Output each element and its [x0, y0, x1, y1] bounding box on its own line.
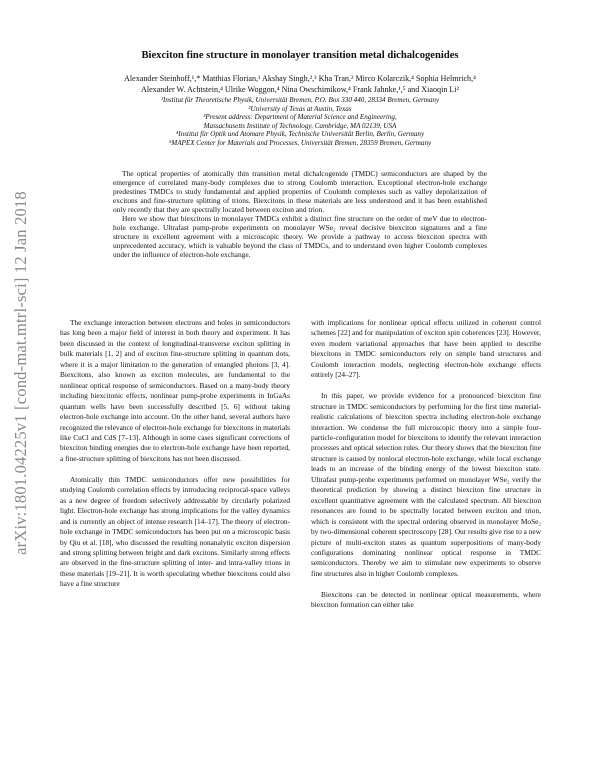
abstract-paragraph: The optical properties of atomically thin transition metal dichalcogenide (TMDC) semiconductors are shaped by the emergence of correlated many-body complexes due to strong Coulomb interaction. Exceptional electron-hole exchange predestines TMDCs to study fundamental and applied properties of Coulomb complexes such as valley depolarization of excitons and fine-structure splitting of trions. Biexcitons in these materials are less understood and it has been established only recently that they are spectrally located between exciton and trion. [113, 169, 487, 214]
affiliation-line: ²University of Texas at Austin, Texas [248, 104, 352, 113]
body-left-column [60, 318, 290, 600]
arxiv-sidebar-stamp [8, 168, 34, 578]
author-list [66, 73, 534, 95]
abstract [113, 170, 487, 260]
author-line: Alexander Steinhoff,¹,* Matthias Florian,¹ Akshay Singh,²,³ Kha Tran,² Mirco Kolarczik,⁴ Sophia Helmrich,⁴ [124, 74, 476, 83]
arxiv-identifier: arXiv:1801.04225v1 [cond-mat.mtrl-sci] 12 Jan 2018 [11, 191, 30, 555]
body-paragraph: Atomically thin TMDC semiconductors offer new possibilities for studying Coulomb correlation effects by introducing reciprocal-space valleys as a new degree of freedom selectively addressable by circularly polarized light. Electron-hole exchange has strong implications for the valley dynamics and is currently an object of intense research [14–17]. The theory of electron-hole exchange in TMDC semiconductors has been put on a microscopic basis by Qiu et al. [18], who discussed the resulting nonanalytic exciton dispersion and strong splitting between bright and dark excitons. Similarly strong effects are observed in the fine-structure splitting of inter- and intra-valley trions in these materials [19–21]. It is worth speculating whether biexcitons could also have a fine structure [60, 474, 290, 589]
body-paragraph: In this paper, we provide evidence for a pronounced biexciton fine structure in TMDC semiconductors by performing for the first time material-realistic calculations of biexciton spectra including electron-hole exchange interaction. We condense the full microscopic theory into a simple four-particle-configuration model for biexcitons to identify the relevant interaction processes and optical selection rules. Our theory shows that the biexciton fine structure is caused by nonlocal electron-hole exchange, while local exchange leads to an increase of the binding energy of the lowest biexciton state. Ultrafast pump-probe experiments performed on monolayer WSe₂ verify the theoretical prediction by showing a distinct biexciton fine structure in excellent quantitative agreement with the calculated spectrum. All biexciton resonances are found to be spectrally located between exciton and trion, which is consistent with the spectral ordering observed in monolayer MoSe₂ by two-dimensional coherent spectroscopy [28]. Our results give rise to a new picture of multi-exciton states as quantum superpositions of many-body configurations dominating nonlinear optical response in TMDC semiconductors. Thereby we aim to stimulate new experiments to observe fine structures also in higher Coulomb complexes. [311, 391, 541, 578]
body-right-column [311, 318, 541, 621]
abstract-paragraph: Here we show that biexcitons in monolayer TMDCs exhibit a distinct fine structure on the order of meV due to electron-hole exchange. Ultrafast pump-probe experiments on monolayer WSe₂ reveal decisive biexciton signatures and a fine structure in excellent agreement with a microscopic theory. We provide a pathway to access biexciton spectra with unprecedented accuracy, which is valuable beyond the class of TMDCs, and to understand even higher Coulomb complexes under the influence of electron-hole exchange. [113, 213, 487, 259]
affiliation-line: ⁴Institut für Optik und Atomare Physik, Technische Universität Berlin, Berlin, Germany [175, 130, 425, 139]
paper-title: Biexciton fine structure in monolayer transition metal dichalcogenides [141, 50, 459, 61]
affiliation-line: ¹Institut für Theoretische Physik, Universität Bremen, P.O. Box 330 440, 28334 Bremen, Germany [160, 96, 440, 104]
body-paragraph: Biexcitons can be detected in nonlinear optical measurements, where biexciton formation can either take [311, 589, 541, 610]
affiliation-line: ³Present address: Department of Material Science and Engineering, [203, 113, 397, 122]
body-paragraph: with implications for nonlinear optical effects utilized in coherent control schemes [22] and for manipulation of exciton spin coherences [23]. However, even modern variational approaches that have been applied to describe biexcitons in TMDC semiconductors rely on simple band structures and Coulomb interaction models, neglecting electron-hole exchange effects entirely [24–27]. [311, 318, 541, 380]
affiliation-line: ⁵MAPEX Center for Materials and Processes, Universität Bremen, 28359 Bremen, Germany [168, 138, 432, 147]
affiliation-line: Massachusetts Institute of Technology, Cambridge, MA 02139, USA [203, 121, 397, 130]
body-paragraph: The exchange interaction between electrons and holes in semiconductors has long been a major field of interest in both theory and experiment. It has been discussed in the context of longitudinal-transverse exciton splitting in bulk materials [1, 2] and of exciton fine-structure splitting in quantum dots, where it is a major limitation to the generation of entangled photons [3, 4]. Biexcitons, also known as exciton molecules, are fundamental to the nonlinear optical response of semiconductors. Based on a many-body theory including biexcitonic effects, nonlinear pump-probe experiments in InGaAs quantum wells have been successfully described [5, 6] without taking electron-hole exchange into account. On the other hand, several authors have recognized the relevance of electron-hole exchange for biexcitons in materials like CuCl and CdS [7–13]. Although in some cases significant corrections of biexciton binding energies due to electron-hole exchange have been reported, a fine-structure splitting of biexcitons has not been discussed. [60, 318, 290, 463]
author-line: Alexander W. Achtstein,⁴ Ulrike Woggon,⁴ Nina Owschimikow,⁴ Frank Jahnke,¹,⁵ and Xiaoqin Li² [140, 85, 460, 94]
affiliation-list [70, 96, 530, 148]
